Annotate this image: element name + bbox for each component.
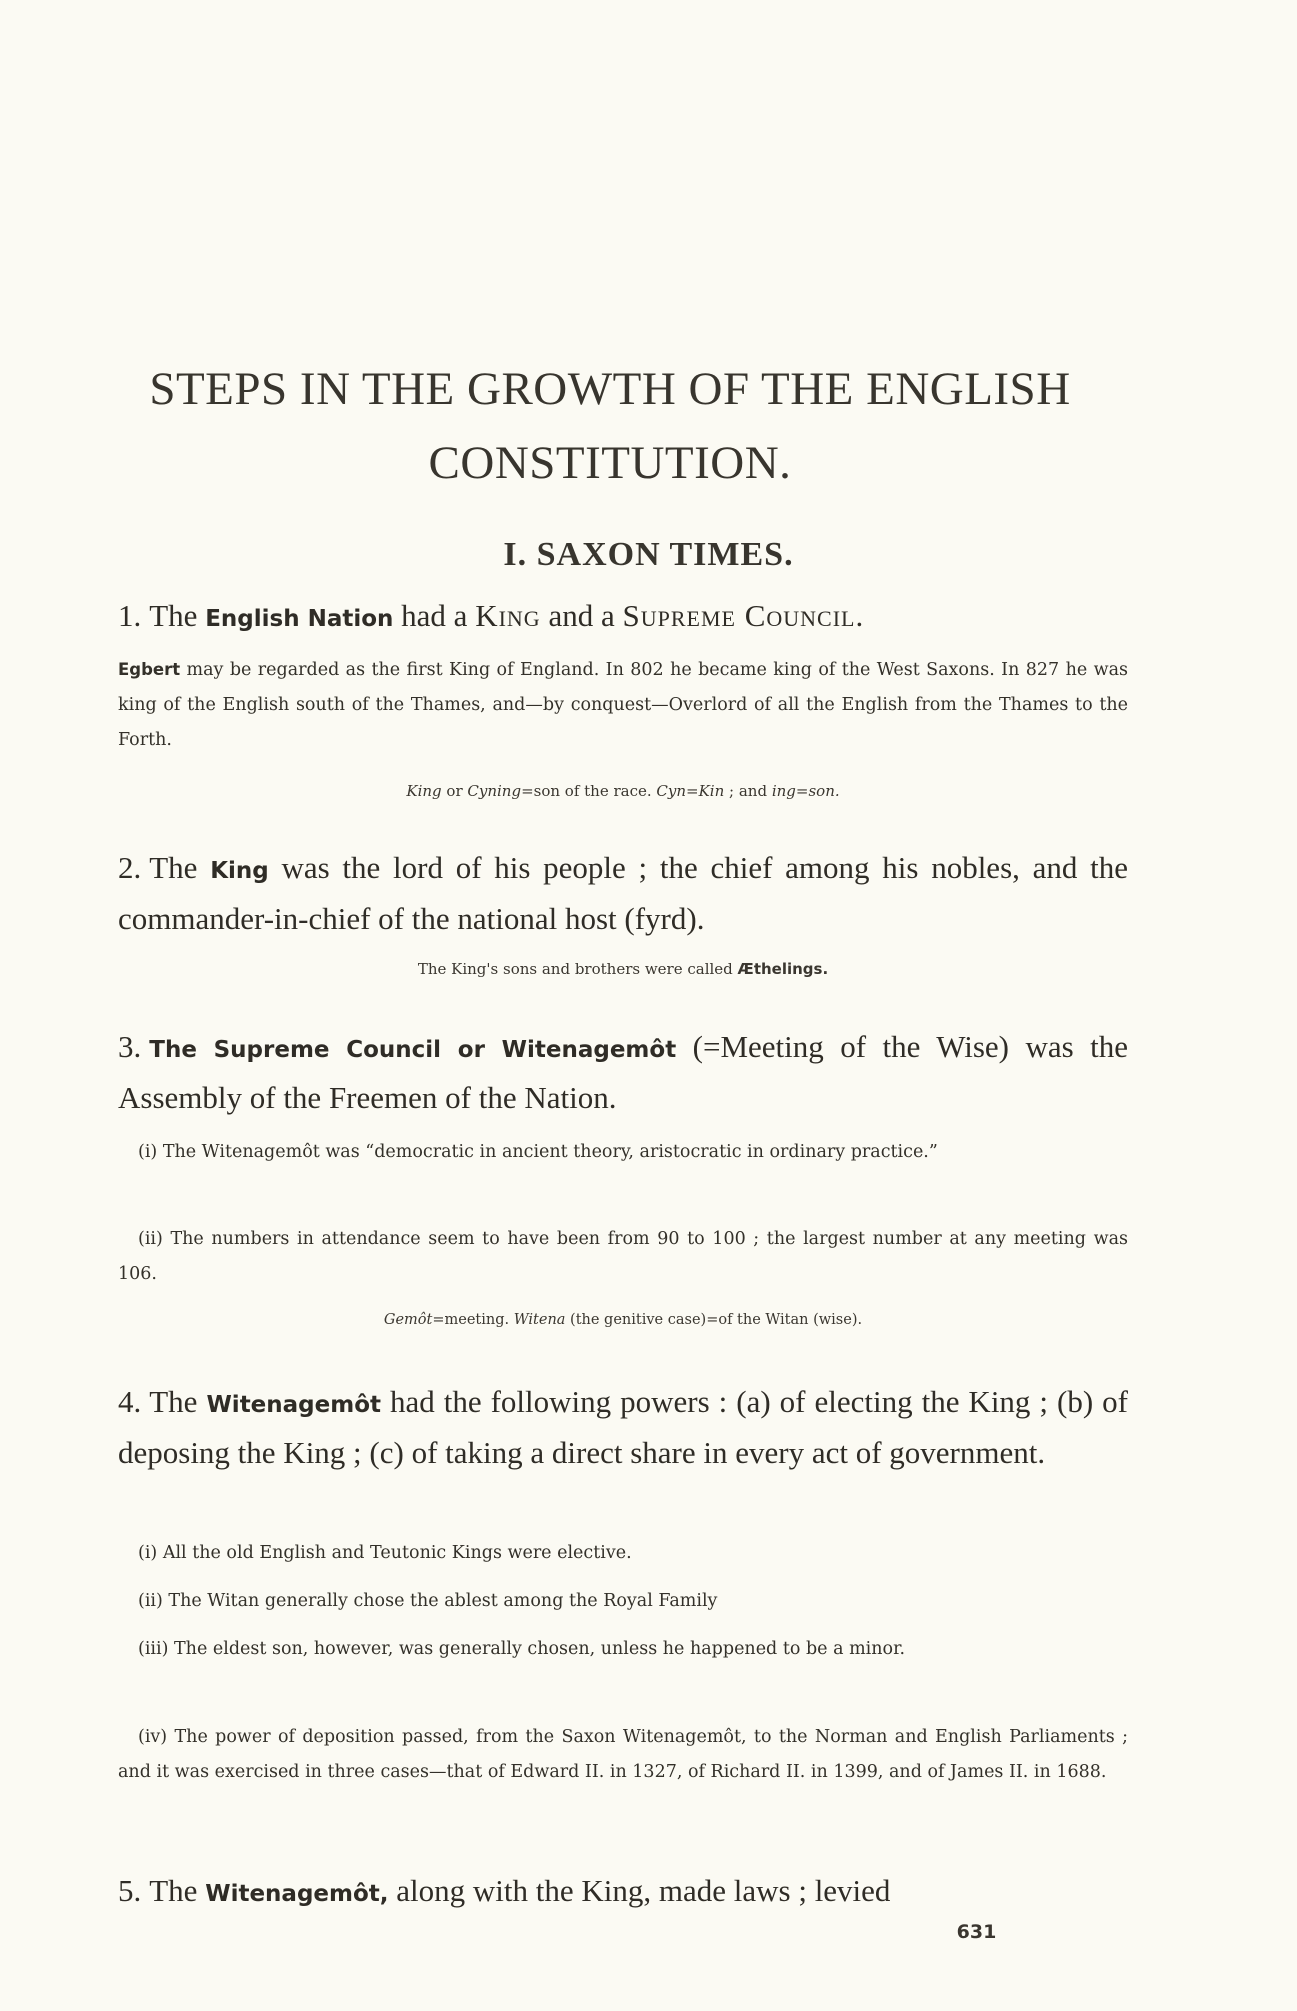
small-caps-term: Supreme Council xyxy=(622,598,856,633)
paragraph-2: 2. The King was the lord of his people ; the chief among his nobles, and the commander-in-chief of the national host (fyrd). xyxy=(118,850,1128,936)
paragraph-4: 4. The Witenagemôt had the following powers : (a) of electing the King ; (b) of deposing the King ; (c) of taking a direct share in every act of government. xyxy=(118,1384,1128,1470)
bold-term: Egbert xyxy=(118,660,181,679)
note-3-ii: (ii) The numbers in attendance seem to have been from 90 to 100 ; the largest number at any meeting was 106. xyxy=(118,1229,1128,1284)
page-title-line-2: CONSTITUTION. xyxy=(428,437,792,489)
bold-term: The Supreme Council or Witenagemôt xyxy=(149,1037,677,1063)
bold-term: Witenagemôt, xyxy=(205,1881,389,1907)
etymology-note-king: King or Cyning=son of the race. Cyn=Kin ; and ing=son. xyxy=(406,782,840,800)
etymology-note-gemot: Gemôt=meeting. Witena (the genitive case)=of the Witan (wise). xyxy=(383,1312,863,1328)
note-4-iv: (iv) The power of deposition passed, from the Saxon Witenagemôt, to the Norman and English Parliaments ; and it was exercised in three cases—that of Edward II. in 1327, of Richard II. in 1399, and of James II. in 1688. xyxy=(118,1727,1128,1782)
bold-term: Æthelings. xyxy=(737,960,829,978)
paragraph-5: 5. The Witenagemôt, along with the King, made laws ; levied xyxy=(118,1873,891,1908)
note-4-iii: (iii) The eldest son, however, was generally chosen, unless he happened to be a minor. xyxy=(138,1639,906,1659)
paragraph-number: 5. xyxy=(118,1873,142,1908)
page-title-line-1: STEPS IN THE GROWTH OF THE ENGLISH xyxy=(149,363,1071,415)
section-heading: I. SAXON TIMES. xyxy=(503,536,794,573)
note-4-ii: (ii) The Witan generally chose the ablest among the Royal Family xyxy=(138,1591,718,1611)
paragraph-number: 3. xyxy=(118,1029,142,1064)
note-4-i: (i) All the old English and Teutonic Kings were elective. xyxy=(138,1543,632,1563)
paragraph-number: 1. xyxy=(118,598,142,633)
page-number: 631 xyxy=(956,1921,997,1943)
bold-term: English Nation xyxy=(205,606,394,632)
note-egbert: Egbert may be regarded as the first King of England. In 802 he became king of the West Saxons. In 827 he was king of the English south of the Thames, and—by conquest—Overlord of all the English from the Thames to the Forth. xyxy=(118,660,1128,750)
paragraph-number: 4. xyxy=(118,1384,142,1419)
note-3-i: (i) The Witenagemôt was “democratic in ancient theory, aristocratic in ordinary practice.” xyxy=(138,1142,938,1162)
bold-term: King xyxy=(210,858,269,884)
paragraph-3: 3. The Supreme Council or Witenagemôt (=Meeting of the Wise) was the Assembly of the Freemen of the Nation. xyxy=(118,1029,1128,1115)
note-aethelings: The King's sons and brothers were called Æthelings. xyxy=(417,960,829,978)
paragraph-number: 2. xyxy=(118,850,142,885)
small-caps-term: King xyxy=(475,598,541,633)
paragraph-1: 1. The English Nation had a King and a Supreme Council. xyxy=(118,598,864,633)
bold-term: Witenagemôt xyxy=(206,1392,382,1418)
